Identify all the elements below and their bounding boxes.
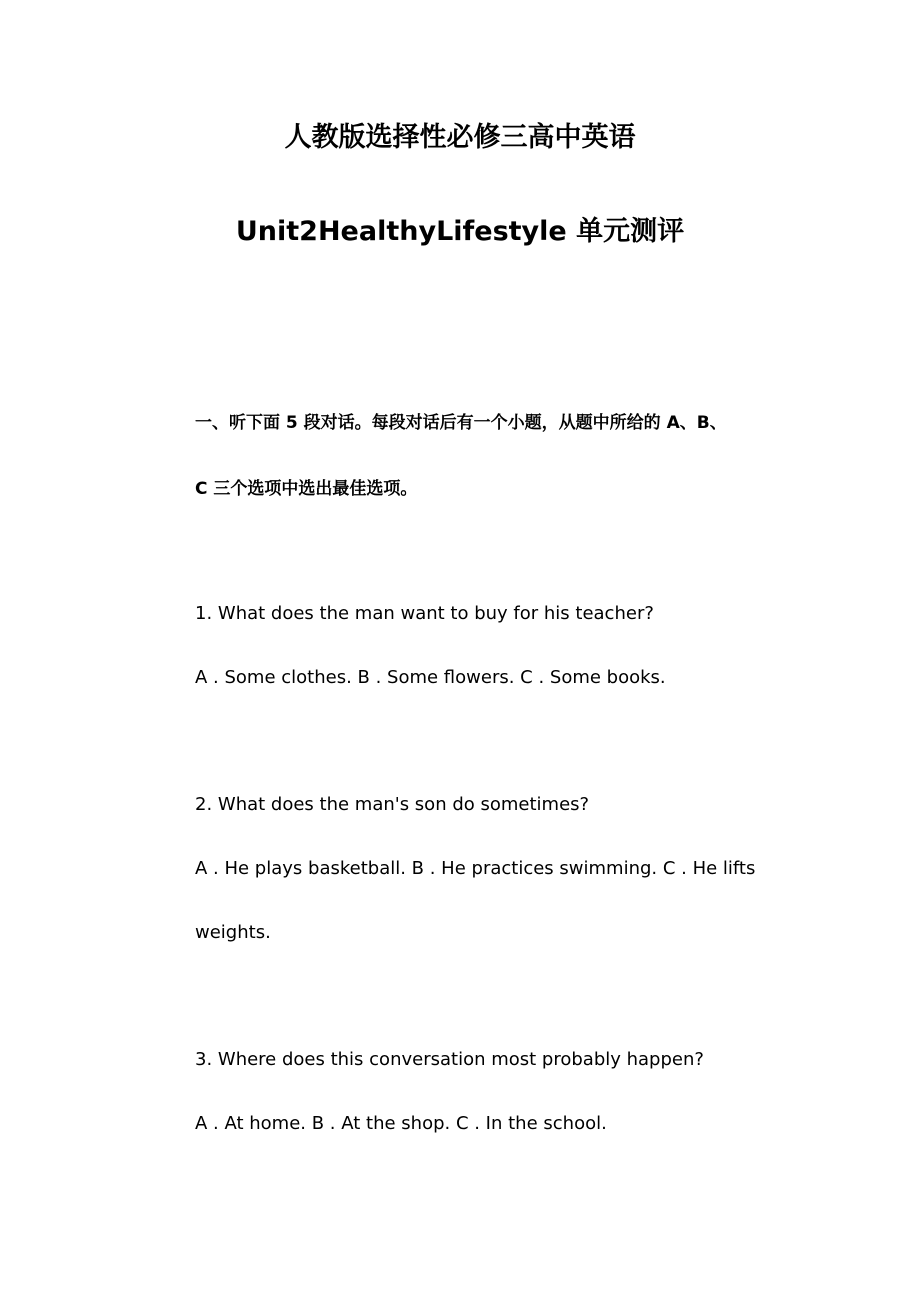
question-2-text: 2. What does the man's son do sometimes?	[195, 794, 590, 815]
document-title-line-2: Unit2HealthyLifestyle 单元测评	[235, 216, 685, 247]
question-2-options-line-2: weights.	[195, 922, 271, 943]
question-1-options: A . Some clothes. B . Some flowers. C . Some books.	[195, 667, 666, 688]
question-3-options: A . At home. B . At the shop. C . In the school.	[195, 1113, 607, 1134]
question-2-options-line-1: A . He plays basketball. B . He practices swimming. C . He lifts	[195, 858, 756, 879]
section-heading-line-1: 一、听下面 5 段对话。每段对话后有一个小题，从题中所给的 A、B、	[195, 413, 727, 433]
question-3-text: 3. Where does this conversation most probably happen?	[195, 1049, 704, 1070]
document-title-line-1: 人教版选择性必修三高中英语	[284, 122, 636, 153]
question-1-text: 1. What does the man want to buy for his teacher?	[195, 603, 654, 624]
section-heading-line-2: C 三个选项中选出最佳选项。	[195, 479, 418, 499]
